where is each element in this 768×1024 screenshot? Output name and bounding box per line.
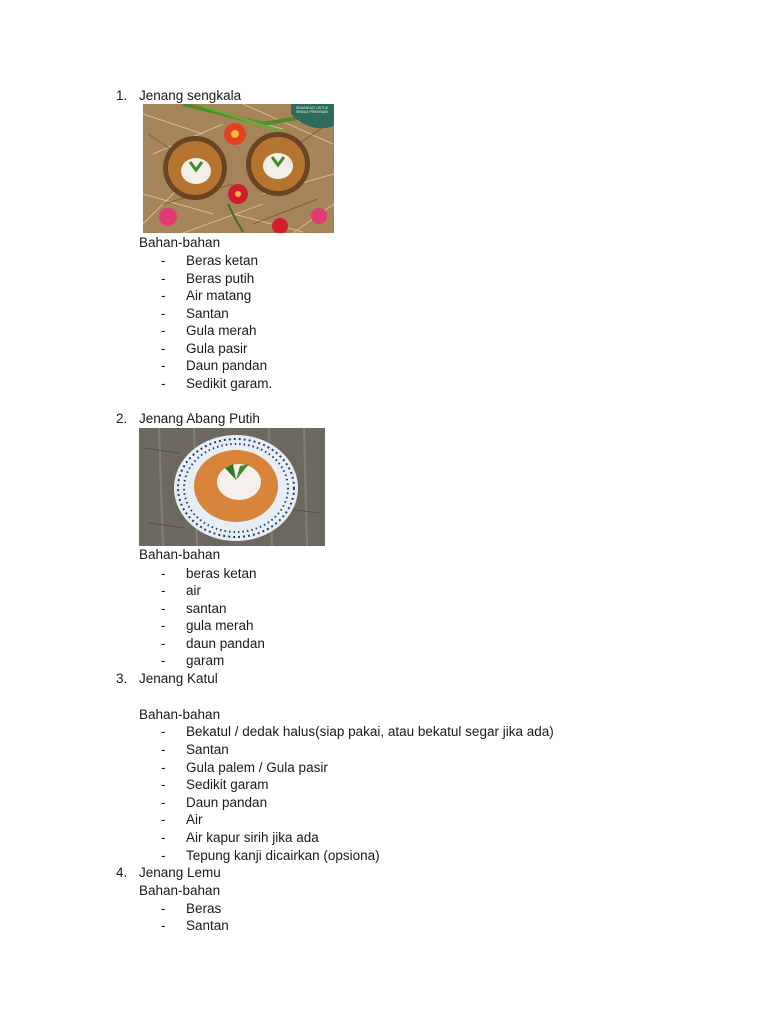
list-item: Gula palem / Gula pasir <box>186 760 328 775</box>
section-1-title: Jenang sengkala <box>139 88 242 103</box>
list-dash: - <box>161 901 166 916</box>
list-dash: - <box>161 323 166 338</box>
list-dash: - <box>161 601 166 616</box>
section-2-number: 2. <box>116 411 128 426</box>
list-item: beras ketan <box>186 566 257 581</box>
list-item: Beras <box>186 901 222 916</box>
list-item: Daun pandan <box>186 358 268 373</box>
section-4-subheading: Bahan-bahan <box>139 883 221 898</box>
list-item: Santan <box>186 918 229 933</box>
list-item: Gula pasir <box>186 341 248 356</box>
list-dash: - <box>161 848 166 863</box>
section-2-subheading: Bahan-bahan <box>139 547 221 562</box>
jenang-abang-putih-photo <box>139 428 325 546</box>
list-item: santan <box>186 601 227 616</box>
list-dash: - <box>161 724 166 739</box>
list-item: gula merah <box>186 618 254 633</box>
list-item: Gula merah <box>186 323 257 338</box>
jenang-sengkala-photo <box>143 104 334 233</box>
photo-badge-text: SEMANGAT UNTUK SEMUA PERAYAAN <box>295 106 329 114</box>
section-1-number: 1. <box>116 88 128 103</box>
list-dash: - <box>161 742 166 757</box>
list-dash: - <box>161 376 166 391</box>
list-dash: - <box>161 618 166 633</box>
list-dash: - <box>161 306 166 321</box>
list-item: daun pandan <box>186 636 265 651</box>
section-3-number: 3. <box>116 671 128 686</box>
list-dash: - <box>161 830 166 845</box>
section-3-title: Jenang Katul <box>139 671 218 686</box>
list-item: Air matang <box>186 288 252 303</box>
list-item: Daun pandan <box>186 795 268 810</box>
section-4-title: Jenang Lemu <box>139 865 221 880</box>
list-dash: - <box>161 653 166 668</box>
list-item: Sedikit garam <box>186 777 269 792</box>
list-dash: - <box>161 636 166 651</box>
list-item: Tepung kanji dicairkan (opsiona) <box>186 848 380 863</box>
list-dash: - <box>161 812 166 827</box>
list-item: air <box>186 583 202 598</box>
list-dash: - <box>161 253 166 268</box>
list-dash: - <box>161 777 166 792</box>
list-item: Beras putih <box>186 271 255 286</box>
list-dash: - <box>161 341 166 356</box>
list-item: Santan <box>186 742 229 757</box>
list-dash: - <box>161 358 166 373</box>
list-dash: - <box>161 795 166 810</box>
list-item: Bekatul / dedak halus(siap pakai, atau bekatul segar jika ada) <box>186 724 554 739</box>
list-dash: - <box>161 583 166 598</box>
list-item: Air <box>186 812 203 827</box>
list-dash: - <box>161 760 166 775</box>
section-1-subheading: Bahan-bahan <box>139 235 221 250</box>
list-dash: - <box>161 271 166 286</box>
list-item: Beras ketan <box>186 253 259 268</box>
list-item: Sedikit garam. <box>186 376 273 391</box>
list-item: garam <box>186 653 225 668</box>
list-dash: - <box>161 566 166 581</box>
list-item: Air kapur sirih jika ada <box>186 830 319 845</box>
section-3-subheading: Bahan-bahan <box>139 707 221 722</box>
list-item: Santan <box>186 306 229 321</box>
section-2-title: Jenang Abang Putih <box>139 411 260 426</box>
list-dash: - <box>161 288 166 303</box>
section-4-number: 4. <box>116 865 128 880</box>
list-dash: - <box>161 918 166 933</box>
